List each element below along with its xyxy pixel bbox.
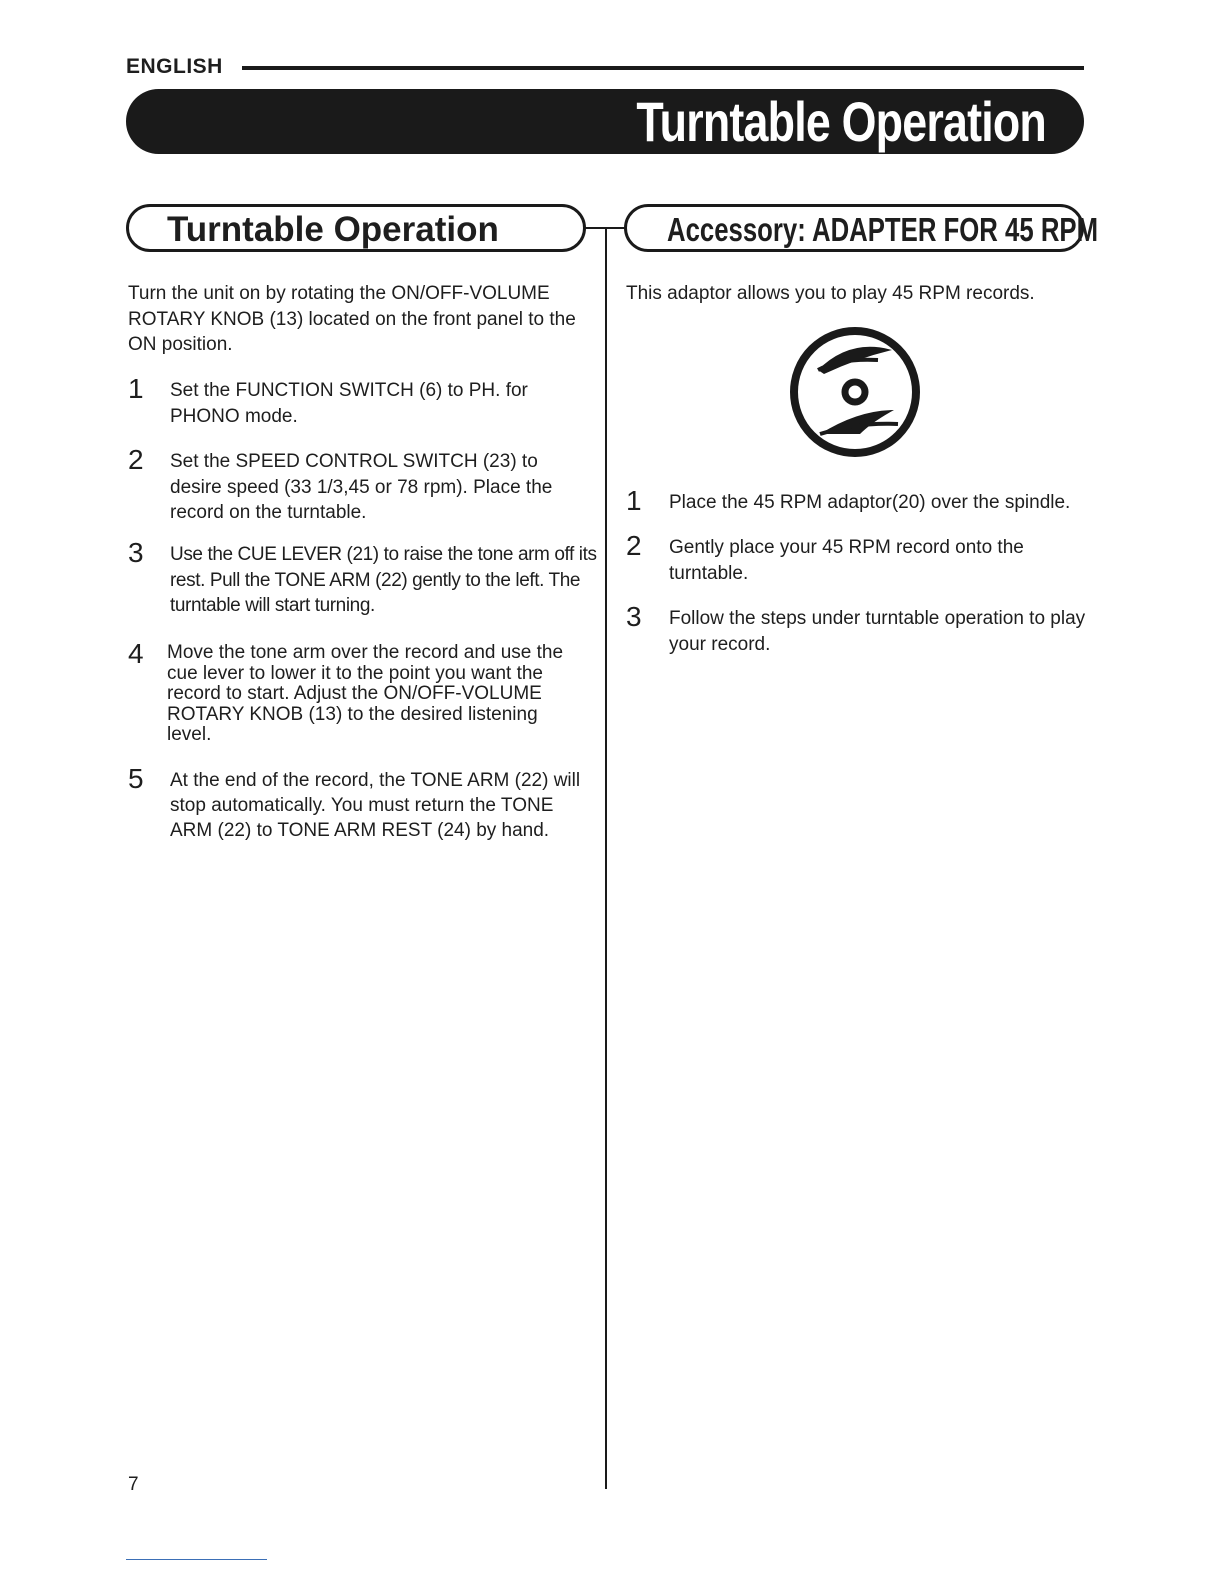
step-number: 1 [128, 373, 144, 404]
step-text: At the end of the record, the TONE ARM (22) will stop automatically. You must return the TONE ARM (22) to TONE ARM REST (24) by hand. [170, 770, 581, 841]
left-intro: Turn the unit on by rotating the ON/OFF-VOLUME ROTARY KNOB (13) located on the front panel to the ON position. [128, 283, 576, 355]
footer-line [126, 1559, 267, 1560]
step-text: Set the SPEED CONTROL SWITCH (23) to desire speed (33 1/3,45 or 78 rpm). Place the record on the turntable. [170, 451, 553, 523]
section-title-left: Turntable Operation [167, 210, 499, 249]
step-number: 2 [626, 530, 642, 561]
45-rpm-adapter-icon [788, 326, 922, 458]
step-text: Place the 45 RPM adaptor(20) over the spindle. [669, 492, 1071, 513]
banner-title: Turntable Operation [636, 90, 1046, 153]
language-label: ENGLISH [126, 55, 223, 78]
step-text: Use the CUE LEVER (21) to raise the tone arm off its rest. Pull the TONE ARM (22) gently to the left. The turntable will start turning. [170, 544, 597, 616]
step-number: 3 [128, 537, 144, 568]
step-number: 5 [128, 763, 144, 794]
header-rule [242, 66, 1084, 70]
step-text: Gently place your 45 RPM record onto the turntable. [669, 537, 1024, 584]
step-text: Move the tone arm over the record and use the cue lever to lower it to the point you want the record to start. Adjust the ON/OFF-VOLUME ROTARY KNOB (13) to the desired listening level. [167, 642, 564, 745]
right-intro: This adaptor allows you to play 45 RPM records. [626, 283, 1035, 304]
step-number: 4 [128, 638, 144, 669]
step-number: 1 [626, 485, 642, 516]
step-number: 3 [626, 601, 642, 632]
section-title-right: Accessory: ADAPTER FOR 45 RPM [667, 211, 1099, 248]
page-number: 7 [128, 1474, 139, 1495]
step-number: 2 [128, 444, 144, 475]
column-divider [605, 227, 607, 1489]
chapter-banner [126, 89, 1084, 154]
step-text: Follow the steps under turntable operation to play your record. [669, 608, 1086, 655]
section-title-box-right [624, 204, 1099, 252]
step-text: Set the FUNCTION SWITCH (6) to PH. for PHONO mode. [170, 380, 528, 427]
section-title-box-left [126, 204, 586, 252]
